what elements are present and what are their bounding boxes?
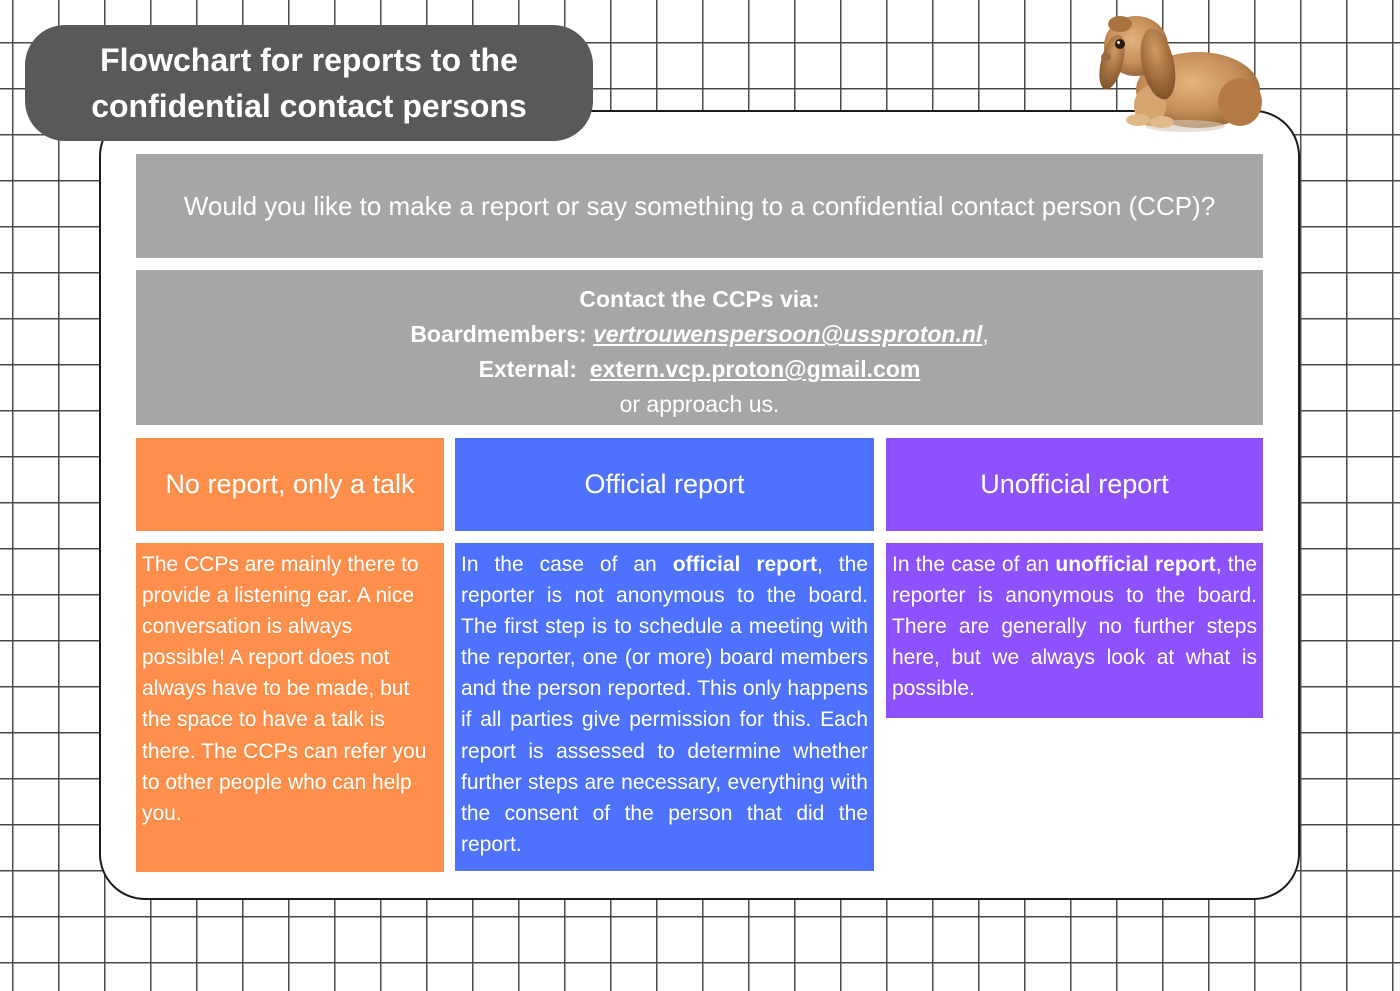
page-title-text: Flowchart for reports to the confidential contact persons bbox=[91, 42, 527, 124]
option-header-talk: No report, only a talk bbox=[136, 438, 444, 531]
question-text: Would you like to make a report or say something to a confidential contact person (CCP)? bbox=[183, 190, 1216, 221]
board-email-link[interactable]: vertrouwenspersoon@ussproton.nl bbox=[593, 321, 983, 347]
contact-heading: Contact the CCPs via: bbox=[579, 286, 820, 312]
page-title bbox=[25, 25, 593, 141]
contact-closing: or approach us. bbox=[619, 391, 780, 417]
board-contact-line bbox=[136, 317, 1263, 352]
board-label: Boardmembers: bbox=[410, 321, 587, 347]
question-box bbox=[136, 154, 1263, 258]
external-contact-line bbox=[136, 352, 1263, 387]
option-body-unofficial: In the case of an unofficial report, the reporter is anonymous to the board. There are generally no further steps here, but we always look at what is possible. bbox=[886, 543, 1263, 718]
external-email-link[interactable]: extern.vcp.proton@gmail.com bbox=[589, 356, 921, 382]
rabbit-image bbox=[1080, 2, 1270, 134]
option-body-talk: The CCPs are mainly there to provide a listening ear. A nice conversation is always possible! A report does not always have to be made, but the space to have a talk is there. The CCPs can refer you to other people who can help you. bbox=[136, 543, 444, 872]
option-body-official: In the case of an official report, the reporter is not anonymous to the board. The first step is to schedule a meeting with the reporter, one (or more) board members and the person reported. This only happens if all parties give permission for this. Each report is assessed to determine whether further steps are necessary, everything with the consent of the person that did the report. bbox=[455, 543, 874, 871]
external-label: External: bbox=[478, 356, 578, 382]
contact-box bbox=[136, 270, 1263, 425]
option-header-unofficial: Unofficial report bbox=[886, 438, 1263, 531]
option-header-official: Official report bbox=[455, 438, 874, 531]
board-suffix: , bbox=[982, 321, 989, 347]
